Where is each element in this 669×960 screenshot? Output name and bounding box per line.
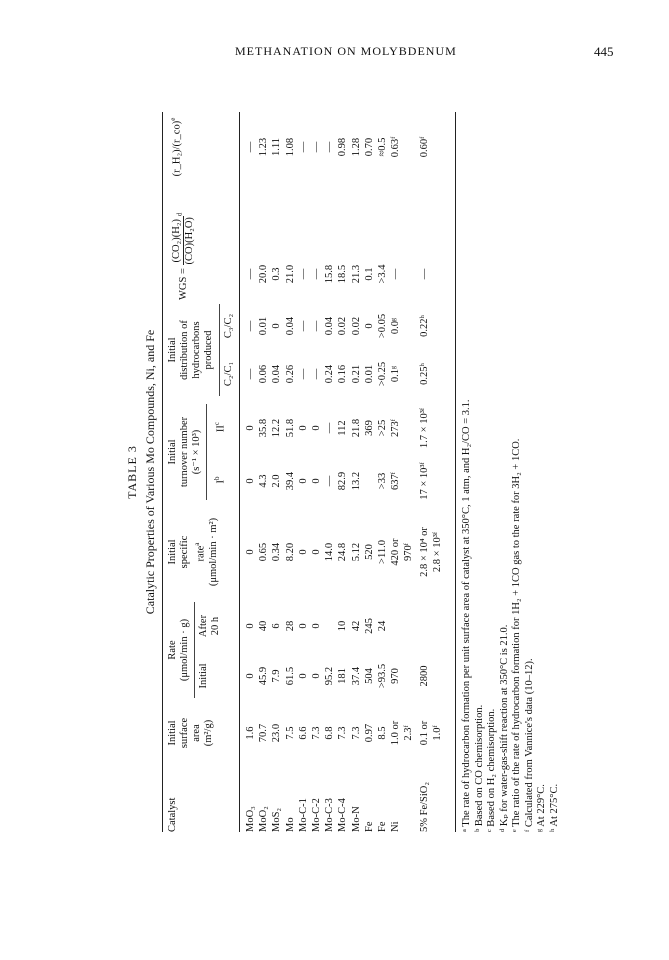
cell-ratio: — bbox=[324, 141, 336, 153]
cell-area: 6.8 bbox=[324, 726, 336, 740]
cell-c3c2: 0.04 bbox=[324, 316, 336, 336]
cell-area: 70.7 bbox=[258, 723, 270, 743]
table-header-rule bbox=[239, 112, 240, 832]
cell-area: 0.1 or bbox=[418, 720, 430, 746]
cell-spec: 5.12 bbox=[350, 542, 362, 562]
cell-spec: 0.65 bbox=[258, 542, 270, 562]
cell-c2c1: 0.16 bbox=[337, 364, 349, 384]
cell-wgs: 0.1 bbox=[363, 267, 375, 281]
cell-wgs: — bbox=[245, 268, 256, 280]
cell-rate_a: 0 bbox=[311, 623, 322, 629]
footnote: ᵃ The rate of hydrocarbon formation per unit surface area of catalyst at 350°C, 1 atm, and H₂/CO = 3.1. bbox=[461, 399, 472, 832]
page-number: 445 bbox=[594, 44, 614, 59]
cell-tn1: 39.4 bbox=[284, 471, 296, 491]
cell-catalyst: MoO₃ bbox=[245, 806, 256, 832]
cell-area: 7.5 bbox=[284, 726, 296, 740]
cell-wgs: >3.4 bbox=[377, 264, 388, 284]
cell-area: 8.5 bbox=[377, 726, 388, 740]
cell-wgs: — bbox=[311, 268, 322, 280]
cell-spec: >11.0 bbox=[377, 540, 388, 564]
cell-wgs: — bbox=[390, 268, 402, 280]
cell-spec: 8.20 bbox=[284, 542, 296, 562]
cell-ratio: ≈0.5 bbox=[377, 137, 388, 157]
cell-rate_i: 0 bbox=[311, 673, 322, 679]
cell-spec: 0 bbox=[297, 549, 309, 555]
cell-area: 7.3 bbox=[337, 726, 349, 740]
cell-rate_i: 970 bbox=[390, 668, 402, 684]
cell-tn2: — bbox=[324, 422, 336, 434]
cell-rate_i: 0 bbox=[245, 673, 256, 679]
cell-wgs: 15.8 bbox=[324, 264, 336, 284]
cell-tn2: 35.8 bbox=[258, 418, 270, 438]
cell-wgs: — bbox=[418, 268, 430, 280]
cell-area: 7.3 bbox=[311, 726, 322, 740]
cell-c3c2: >0.05 bbox=[377, 313, 388, 339]
table-caption: Catalytic Properties of Various Mo Compounds, Ni, and Fe bbox=[143, 329, 157, 615]
cell-spec2: 970ᶠ bbox=[403, 543, 415, 561]
cell-ratio: — bbox=[245, 141, 256, 153]
cell-rate_i: 37.4 bbox=[350, 666, 362, 686]
cell-rate_a: 6 bbox=[271, 623, 283, 629]
cell-c2c1: 0.04 bbox=[271, 364, 283, 384]
cell-tn1: — bbox=[324, 475, 336, 487]
cell-tn2: 1.7 × 10³ᶠ bbox=[418, 407, 430, 449]
cell-tn2: 0 bbox=[245, 425, 256, 431]
cell-tn2: 369 bbox=[363, 420, 375, 436]
cell-tn2: 0 bbox=[297, 425, 309, 431]
cell-rate_a: 0 bbox=[297, 623, 309, 629]
cell-rate_i: 61.5 bbox=[284, 666, 296, 686]
header-c2c1: C₂/C₁ bbox=[223, 361, 234, 387]
cell-wgs: 0.3 bbox=[271, 267, 283, 281]
turnover-subrule bbox=[206, 404, 207, 500]
cell-c2c1: 0.26 bbox=[284, 364, 296, 384]
cell-rate_i: 45.9 bbox=[258, 666, 270, 686]
cell-catalyst: Fe bbox=[363, 821, 375, 832]
cell-c3c2: 0.01 bbox=[258, 316, 270, 336]
cell-ratio: 0.98 bbox=[337, 137, 349, 157]
cell-c2c1: — bbox=[297, 368, 309, 380]
header-specific-rate: Initial specific rate$^a$ (μmol/min · m²) bbox=[167, 517, 219, 587]
cell-rate_a: 28 bbox=[284, 620, 296, 632]
cell-c3c2: 0.0ᵍ bbox=[390, 317, 402, 335]
cell-catalyst: Ni bbox=[390, 821, 402, 832]
cell-tn1: 0 bbox=[311, 478, 322, 484]
cell-tn2: 0 bbox=[311, 425, 322, 431]
footnote: ʰ At 275°C. bbox=[548, 783, 560, 832]
rate-subrule bbox=[194, 602, 195, 698]
cell-area: 1.0 or bbox=[390, 720, 402, 746]
cell-catalyst: Mo bbox=[284, 817, 296, 832]
cell-wgs: 21.0 bbox=[284, 264, 296, 284]
header-rate-after: After 20 h bbox=[198, 614, 221, 638]
cell-ratio: 1.28 bbox=[350, 137, 362, 157]
footnote: ᵉ The ratio of the rate of hydrocarbon formation for 1H₂ + 1CO gas to the rate for 3H₂ + 1CO. bbox=[511, 438, 522, 832]
cell-c3c2: 0.02 bbox=[350, 316, 362, 336]
cell-tn1: 17 × 10³ᶠ bbox=[418, 462, 430, 500]
cell-rate_a: 24 bbox=[377, 620, 388, 632]
cell-wgs: 20.0 bbox=[258, 264, 270, 284]
cell-ratio: 1.08 bbox=[284, 137, 296, 157]
cell-tn2: 51.8 bbox=[284, 418, 296, 438]
cell-area: 0.97 bbox=[363, 723, 375, 743]
cell-spec2: 2.8 × 10³ᶠ bbox=[431, 531, 443, 573]
cell-c3c2: — bbox=[311, 320, 322, 332]
header-surface-area: Initial surface area (m²/g) bbox=[167, 717, 214, 749]
cell-c3c2: — bbox=[245, 320, 256, 332]
cell-c2c1: — bbox=[245, 368, 256, 380]
header-rate: Rate (μmol/min · g) bbox=[167, 618, 190, 682]
cell-spec: 0 bbox=[311, 549, 322, 555]
cell-wgs: 21.3 bbox=[350, 264, 362, 284]
cell-rate_a: 42 bbox=[350, 620, 362, 632]
cell-ratio: — bbox=[297, 141, 309, 153]
cell-c2c1: 0.01 bbox=[363, 364, 375, 384]
table-top-rule bbox=[162, 112, 163, 832]
cell-catalyst: Mo-N bbox=[350, 806, 362, 832]
cell-spec: 0 bbox=[245, 549, 256, 555]
cell-catalyst: MoO₂ bbox=[258, 806, 270, 832]
cell-rate_i: 181 bbox=[337, 668, 349, 684]
cell-area: 6.6 bbox=[297, 726, 309, 740]
cell-tn2: >25 bbox=[377, 419, 388, 437]
cell-area2: 2.3ᶠ bbox=[403, 725, 415, 741]
footnote: ᶜ Based on H₂ chemisorption. bbox=[486, 708, 497, 832]
cell-tn2: 12.2 bbox=[271, 418, 283, 438]
header-ratio: (r_H₂)/(r_co)$^e$ bbox=[169, 117, 183, 177]
cell-rate_a: 0 bbox=[245, 623, 256, 629]
cell-spec: 14.0 bbox=[324, 542, 336, 562]
cell-tn1: 13.2 bbox=[350, 471, 362, 491]
running-title: METHANATION ON MOLYBDENUM bbox=[235, 44, 457, 58]
header-catalyst: Catalyst bbox=[167, 797, 178, 832]
cell-spec: 0.34 bbox=[271, 542, 283, 562]
cell-ratio: 0.60ᶠ bbox=[418, 136, 430, 158]
footnote: ᵍ At 229°C. bbox=[536, 784, 547, 832]
cell-area: 1.6 bbox=[245, 726, 256, 740]
cell-ratio: 1.11 bbox=[271, 138, 283, 156]
running-head bbox=[0, 44, 669, 64]
cell-spec: 420 or bbox=[390, 538, 402, 566]
distribution-subrule bbox=[219, 304, 220, 396]
footnote: ᶠ Calculated from Vannice's data (10–12). bbox=[523, 658, 535, 832]
cell-tn1: 82.9 bbox=[337, 471, 349, 491]
cell-c2c1: 0.21 bbox=[350, 364, 362, 384]
cell-ratio: 0.70 bbox=[363, 137, 375, 157]
cell-rate_a: 245 bbox=[363, 618, 375, 634]
cell-ratio: 0.63ᶠ bbox=[390, 136, 402, 158]
header-turnover: Initial turnover number (s⁻¹ × 10³) bbox=[167, 416, 202, 488]
cell-c2c1: >0.25 bbox=[377, 361, 388, 387]
cell-tn1: >33 bbox=[377, 472, 388, 490]
cell-tn1: 637ᶠ bbox=[390, 472, 402, 490]
cell-c3c2: 0.02 bbox=[337, 316, 349, 336]
cell-area: 23.0 bbox=[271, 723, 283, 743]
header-distribution: Initial distribution of hydrocarbons produced bbox=[167, 320, 214, 380]
cell-rate_i: 0 bbox=[297, 673, 309, 679]
cell-catalyst: Mo-C-2 bbox=[311, 798, 322, 832]
cell-catalyst: MoS₂ bbox=[271, 807, 283, 832]
cell-catalyst: Fe bbox=[377, 821, 388, 832]
cell-c2c1: 0.24 bbox=[324, 364, 336, 384]
cell-spec: 2.8 × 10⁴ or bbox=[418, 527, 430, 577]
cell-rate_i: 2800 bbox=[418, 665, 430, 687]
header-turnover-ii: $II^c$ bbox=[213, 421, 227, 433]
footnote: ᵈ Kₚ for water-gas-shift reaction at 350°C is 21.0. bbox=[498, 624, 510, 832]
cell-tn1: 4.3 bbox=[258, 474, 270, 488]
cell-c2c1: 0.1ᵍ bbox=[390, 365, 402, 383]
cell-c2c1: 0.25ʰ bbox=[418, 363, 430, 385]
cell-tn2: 21.8 bbox=[350, 418, 362, 438]
cell-tn2: 273ᶠ bbox=[390, 419, 402, 437]
table-label: TABLE 3 bbox=[125, 445, 139, 499]
cell-spec: 24.8 bbox=[337, 542, 349, 562]
cell-catalyst: Mo-C-1 bbox=[297, 798, 309, 832]
header-turnover-i: $I^b$ bbox=[213, 476, 227, 484]
cell-rate_a: 40 bbox=[258, 620, 270, 632]
cell-rate_i: 95.2 bbox=[324, 666, 336, 686]
cell-rate_a: 10 bbox=[337, 620, 349, 632]
header-wgs: WGS = (CO₂)(H₂) (CO)(H₂O) $^d$ bbox=[171, 212, 195, 300]
cell-spec: 520 bbox=[363, 544, 375, 560]
cell-catalyst: 5% Fe/SiO₂ bbox=[418, 781, 430, 832]
cell-area2: 1.0ᶠ bbox=[431, 725, 443, 741]
cell-c2c1: — bbox=[311, 368, 322, 380]
footnote: ᵇ Based on CO chemisorption. bbox=[473, 704, 485, 832]
cell-c3c2: — bbox=[297, 320, 309, 332]
cell-c3c2: 0 bbox=[363, 323, 375, 329]
cell-c3c2: 0 bbox=[271, 323, 283, 329]
cell-rate_i: >93.5 bbox=[377, 663, 388, 689]
cell-catalyst: Mo-C-3 bbox=[324, 798, 336, 832]
rotated-table bbox=[117, 112, 560, 832]
cell-area: 7.3 bbox=[350, 726, 362, 740]
cell-c2c1: 0.06 bbox=[258, 364, 270, 384]
cell-tn1: 0 bbox=[245, 478, 256, 484]
cell-rate_i: 504 bbox=[363, 668, 375, 684]
header-rate-initial: Initial bbox=[198, 663, 209, 689]
cell-catalyst: Mo-C-4 bbox=[337, 798, 349, 832]
cell-tn1: 2.0 bbox=[271, 474, 283, 488]
cell-tn2: 112 bbox=[337, 420, 349, 436]
cell-wgs: 18.5 bbox=[337, 264, 349, 284]
cell-ratio: 1.23 bbox=[258, 137, 270, 157]
cell-c3c2: 0.04 bbox=[284, 316, 296, 336]
cell-wgs: — bbox=[297, 268, 309, 280]
cell-c3c2: 0.22ʰ bbox=[418, 315, 430, 337]
header-c3c2: C₃/C₂ bbox=[223, 313, 234, 339]
cell-ratio: — bbox=[311, 141, 322, 153]
table-bottom-rule bbox=[455, 112, 456, 832]
cell-tn1: 0 bbox=[297, 478, 309, 484]
cell-rate_i: 7.9 bbox=[271, 669, 283, 683]
